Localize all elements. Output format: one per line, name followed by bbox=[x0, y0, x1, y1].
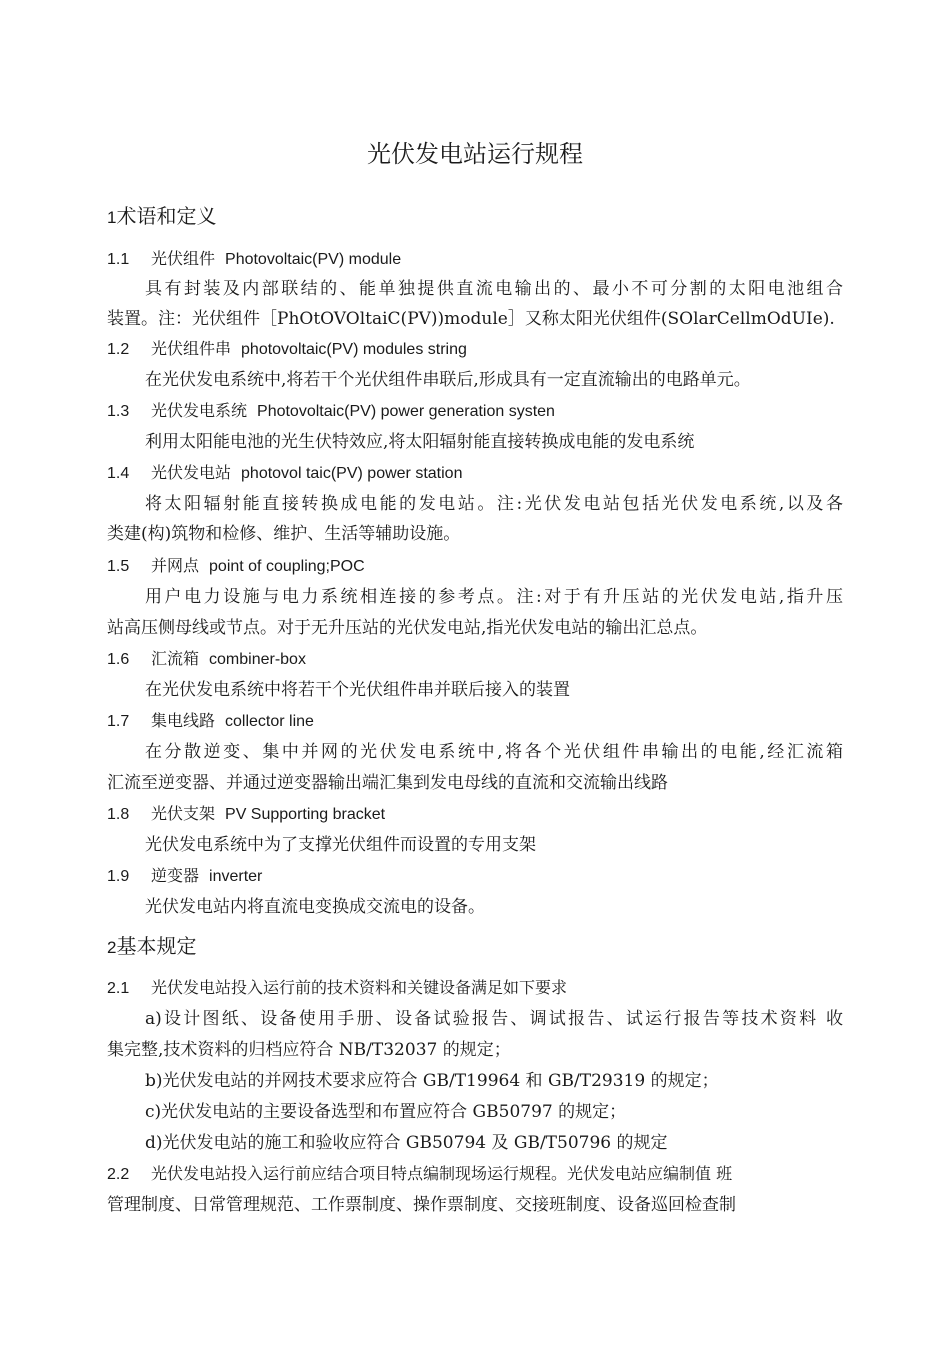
paragraph-line: 将太阳辐射能直接转换成电能的发电站。注:光伏发电站包括光伏发电系统,以及各 bbox=[145, 494, 843, 514]
clause-number: 2.2 bbox=[107, 1166, 130, 1183]
term-heading bbox=[107, 647, 306, 672]
paragraph-line: 光伏发电站内将直流电变换成交流电的设备。 bbox=[145, 897, 485, 917]
term-heading bbox=[107, 864, 262, 889]
term-cn: 汇流箱 bbox=[151, 649, 200, 668]
term-heading bbox=[107, 247, 401, 272]
term-heading bbox=[107, 399, 555, 424]
paragraph-line: 利用太阳能电池的光生伏特效应,将太阳辐射能直接转换成电能的发电系统 bbox=[145, 432, 695, 452]
paragraph-line: 装置。注：光伏组件［PhOtOVOltaiC(PV))module］又称太阳光伏组件(SOlarCellmOdUIe). bbox=[107, 309, 835, 329]
term-cn: 集电线路 bbox=[151, 711, 216, 730]
term-cn: 光伏支架 bbox=[151, 804, 216, 823]
term-en: Photovoltaic(PV) power generation systen bbox=[257, 403, 555, 420]
paragraph-line: a)设计图纸、设备使用手册、设备试验报告、调试报告、试运行报告等技术资料 收 bbox=[145, 1009, 843, 1029]
section-number: 2 bbox=[107, 938, 117, 957]
paragraph-line: 在分散逆变、集中并网的光伏发电系统中,将各个光伏组件串输出的电能,经汇流箱 bbox=[145, 742, 843, 762]
document-title: 光伏发电站运行规程 bbox=[367, 140, 583, 168]
section-heading bbox=[107, 932, 196, 962]
term-heading bbox=[107, 337, 467, 362]
paragraph-line: b)光伏发电站的并网技术要求应符合 GB/T19964 和 GB/T29319 的规定； bbox=[145, 1071, 719, 1091]
term-en: photovol taic(PV) power station bbox=[241, 465, 463, 482]
term-heading bbox=[107, 709, 314, 734]
paragraph-line: 具有封装及内部联结的、能单独提供直流电输出的、最小不可分割的太阳电池组合 bbox=[145, 279, 843, 299]
term-en: photovoltaic(PV) modules string bbox=[241, 341, 467, 358]
paragraph-line: d)光伏发电站的施工和验收应符合 GB50794 及 GB/T50796 的规定 bbox=[145, 1133, 668, 1153]
term-number: 1.5 bbox=[107, 558, 130, 575]
term-en: PV Supporting bracket bbox=[225, 806, 386, 823]
term-heading bbox=[107, 554, 365, 579]
section-title: 基本规定 bbox=[116, 934, 197, 958]
section-title: 术语和定义 bbox=[116, 204, 217, 228]
term-cn: 光伏组件串 bbox=[151, 339, 232, 358]
term-number: 1.2 bbox=[107, 341, 130, 358]
clause-heading bbox=[107, 976, 567, 1001]
clause-text: 光伏发电站投入运行前应结合项目特点编制现场运行规程。光伏发电站应编制值 班 bbox=[151, 1164, 733, 1183]
clause-number: 2.1 bbox=[107, 980, 130, 997]
paragraph-line: 集完整,技术资料的归档应符合 NB/T32037 的规定； bbox=[107, 1040, 511, 1060]
term-heading bbox=[107, 461, 462, 486]
paragraph-line: 在光伏发电系统中将若干个光伏组件串并联后接入的装置 bbox=[145, 680, 570, 700]
term-en: inverter bbox=[209, 868, 263, 885]
term-number: 1.3 bbox=[107, 403, 130, 420]
paragraph-line: 类建(构)筑物和检修、维护、生活等辅助设施。 bbox=[107, 524, 461, 544]
term-number: 1.7 bbox=[107, 713, 130, 730]
paragraph-line: 用户电力设施与电力系统相连接的参考点。注:对于有升压站的光伏发电站,指升压 bbox=[145, 587, 843, 607]
term-heading bbox=[107, 802, 385, 827]
term-number: 1.6 bbox=[107, 651, 130, 668]
term-number: 1.4 bbox=[107, 465, 130, 482]
paragraph-line: 站高压侧母线或节点。对于无升压站的光伏发电站,指光伏发电站的输出汇总点。 bbox=[107, 618, 708, 638]
paragraph-line: 光伏发电系统中为了支撑光伏组件而设置的专用支架 bbox=[145, 835, 536, 855]
clause-text: 光伏发电站投入运行前的技术资料和关键设备满足如下要求 bbox=[151, 978, 568, 997]
term-number: 1.8 bbox=[107, 806, 130, 823]
paragraph-line: 在光伏发电系统中,将若干个光伏组件串联后,形成具有一定直流输出的电路单元。 bbox=[145, 370, 751, 390]
term-en: collector line bbox=[225, 713, 314, 730]
term-en: Photovoltaic(PV) module bbox=[225, 251, 402, 268]
term-en: point of coupling;POC bbox=[209, 558, 365, 575]
paragraph-line: 管理制度、日常管理规范、工作票制度、操作票制度、交接班制度、设备巡回检查制 bbox=[107, 1195, 736, 1215]
paragraph-line: 汇流至逆变器、并通过逆变器输出端汇集到发电母线的直流和交流输出线路 bbox=[107, 773, 668, 793]
paragraph-line: c)光伏发电站的主要设备选型和布置应符合 GB50797 的规定； bbox=[145, 1102, 627, 1122]
term-cn: 光伏发电站 bbox=[151, 463, 232, 482]
term-cn: 光伏发电系统 bbox=[151, 401, 248, 420]
term-cn: 光伏组件 bbox=[151, 249, 216, 268]
term-cn: 并网点 bbox=[151, 556, 200, 575]
term-cn: 逆变器 bbox=[151, 866, 200, 885]
term-number: 1.1 bbox=[107, 251, 130, 268]
term-number: 1.9 bbox=[107, 868, 130, 885]
term-en: combiner-box bbox=[209, 651, 306, 668]
section-heading bbox=[107, 202, 216, 232]
section-number: 1 bbox=[107, 208, 117, 227]
clause-heading bbox=[107, 1162, 843, 1187]
